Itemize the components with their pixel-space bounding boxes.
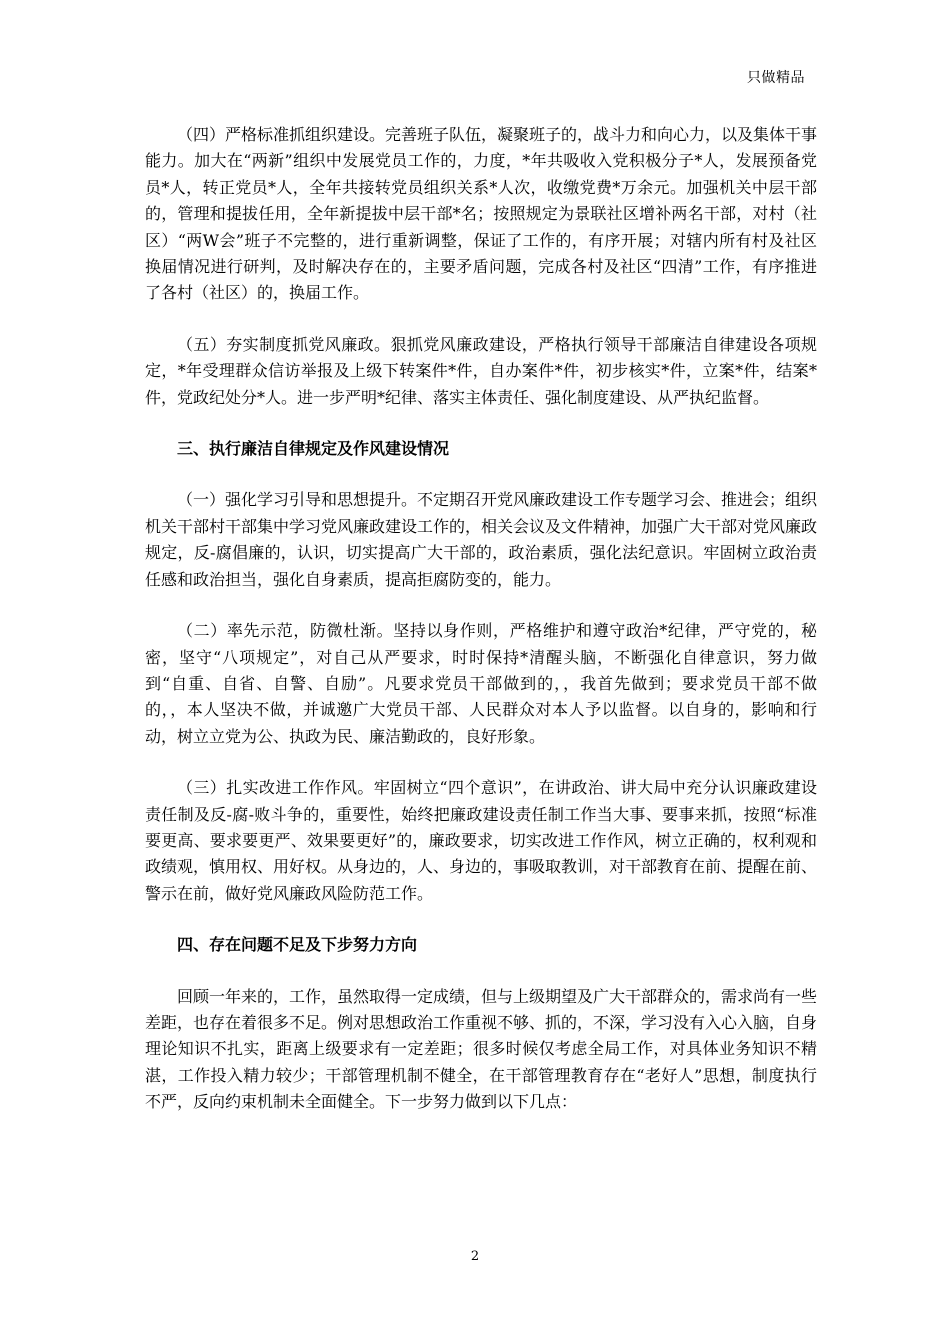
paragraph-study-guidance: （一）强化学习引导和思想提升。不定期召开党风廉政建设工作专题学习会、推进会；组织机关干部村干部集中学习党风廉政建设工作的，相关会议及文件精神，加强广大干部对党风廉政规定，反-腐倡廉的，认识，切实提高广大干部的，政治素质，强化法纪意识。牢固树立政治责任感和政治担当，强化自身素质，提高拒腐防变的，能力。 <box>145 490 818 589</box>
document-body <box>145 122 817 1141</box>
paragraph-integrity-system: （五）夯实制度抓党风廉政。狠抓党风廉政建设，严格执行领导干部廉洁自律建设各项规定，*年受理群众信访举报及上级下转案件*件，自办案件*件，初步核实*件，立案*件，结案*件，党政纪处分*人。进一步严明*纪律、落实主体责任、强化制度建设、从严执纪监督。 <box>145 334 817 407</box>
paragraph-work-style: （三）扎实改进工作作风。牢固树立“四个意识”，在讲政治、讲大局中充分认识廉政建设责任制及反-腐-败斗争的，重要性，始终把廉政建设责任制工作当大事、要事来抓，按照“标准要更高、要求要更严、效果要更好”的，廉政要求，切实改进工作作风，树立正确的，权利观和政绩观，慎用权、用好权。从身边的，人、身边的，事吸取教训，对干部教育在前、提醒在前、警示在前，做好党风廉政风险防范工作。 <box>145 778 818 903</box>
paragraph-organization: （四）严格标准抓组织建设。完善班子队伍，凝聚班子的，战斗力和向心力，以及集体干事能力。加大在“两新”组织中发展党员工作的，力度，*年共吸收入党积极分子*人，发展预备党员*人，转正党员*人，全年共接转党员组织关系*人次，收缴党费*万余元。加强机关中层干部的，管理和提拔任用，全年新提拔中层干部*名；按照规定为景联社区增补两名干部，对村（社区）“两W会”班子不完整的，进行重新调整，保证了工作的，有序开展；对辖内所有村及社区换届情况进行研判，及时解决存在的，主要矛盾问题，完成各村及社区“四清”工作，有序推进了各村（社区）的，换届工作。 <box>145 125 818 303</box>
paragraph-review: 回顾一年来的，工作，虽然取得一定成绩，但与上级期望及广大干部群众的，需求尚有一些差距，也存在着很多不足。例对思想政治工作重视不够、抓的，不深，学习没有入心入脑，自身理论知识不扎实，距离上级要求有一定差距；很多时候仅考虑全局工作，对具体业务知识不精湛，工作投入精力较少；干部管理机制不健全，在干部管理教育存在“老好人”思想，制度执行不严，反向约束机制未全面健全。下一步努力做到以下几点： <box>145 986 818 1112</box>
section-heading-three: 三、执行廉洁自律规定及作风建设情况 <box>177 439 450 459</box>
header-label: 只做精品 <box>747 70 805 86</box>
section-heading-four: 四、存在问题不足及下步努力方向 <box>177 935 418 955</box>
page-number: 2 <box>470 1249 480 1264</box>
paragraph-lead-by-example: （二）率先示范，防微杜渐。坚持以身作则，严格维护和遵守政治*纪律，严守党的，秘密，坚守“八项规定”，对自己从严要求，时时保持*清醒头脑，不断强化自律意识，努力做到“自重、自省、自警、自励”。凡要求党员干部做到的，，我首先做到；要求党员干部不做的，，本人坚决不做，并诚邀广大党员干部、人民群众对本人予以监督。以自身的，影响和行动，树立立党为公、执政为民、廉洁勤政的，良好形象。 <box>145 621 817 746</box>
